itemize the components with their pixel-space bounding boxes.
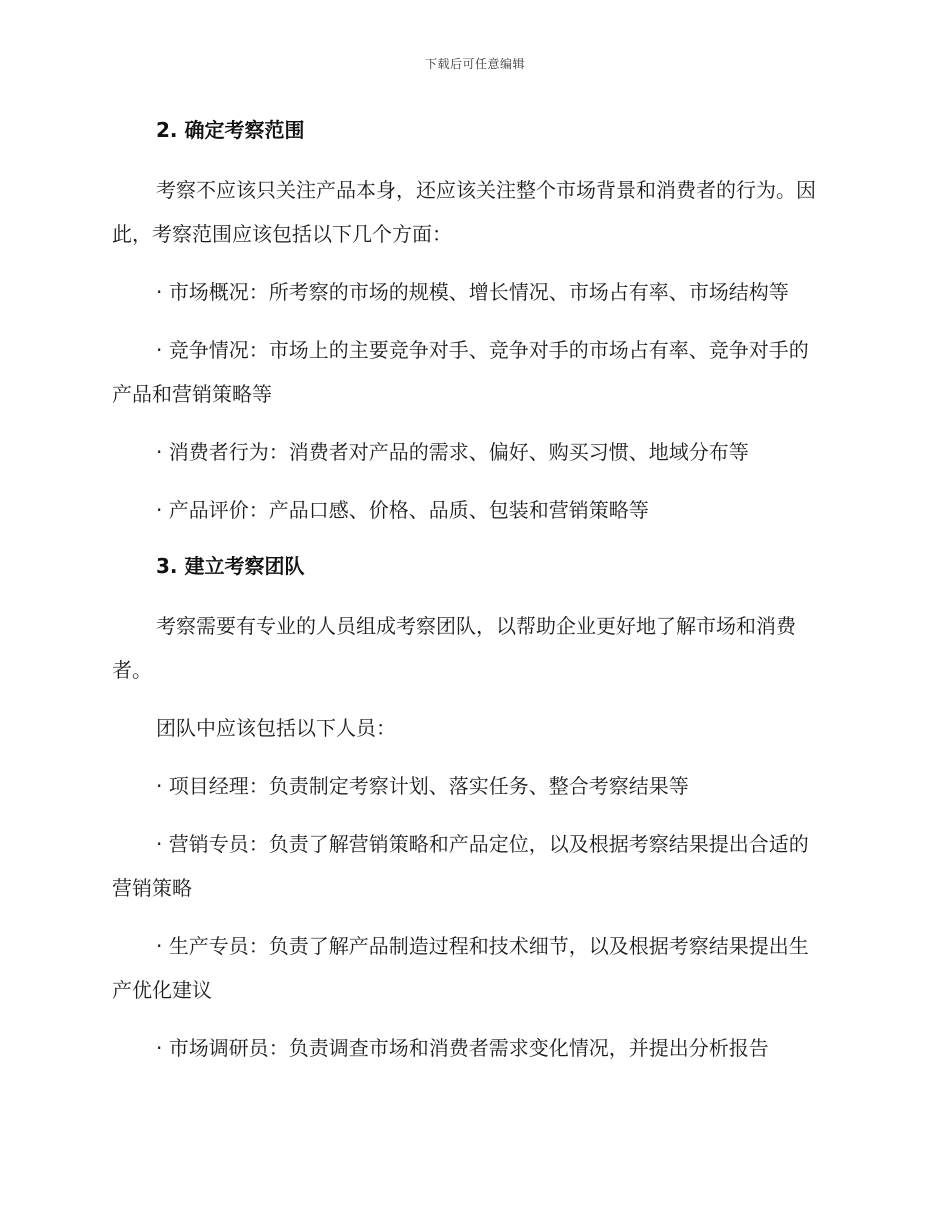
section-heading-team: 3. 建立考察团队 xyxy=(156,554,305,578)
list-item-market-overview: · 市场概况：所考察的市场的规模、增长情况、市场占有率、市场结构等 xyxy=(156,280,789,304)
list-item-production-specialist: · 生产专员：负责了解产品制造过程和技术细节，以及根据考察结果提出生产优化建议 xyxy=(112,934,809,1002)
section-heading-scope: 2. 确定考察范围 xyxy=(156,118,305,142)
list-item-consumer-behavior: · 消费者行为：消费者对产品的需求、偏好、购买习惯、地域分布等 xyxy=(156,440,749,464)
list-item-marketing-specialist: · 营销专员：负责了解营销策略和产品定位，以及根据考察结果提出合适的营销策略 xyxy=(112,832,809,900)
list-item-competition: · 竞争情况：市场上的主要竞争对手、竞争对手的市场占有率、竞争对手的产品和营销策略等 xyxy=(112,338,809,406)
list-item-project-manager: · 项目经理：负责制定考察计划、落实任务、整合考察结果等 xyxy=(156,774,689,798)
header-note: 下载后可任意编辑 xyxy=(424,57,525,71)
list-item-product-evaluation: · 产品评价：产品口感、价格、品质、包装和营销策略等 xyxy=(156,498,649,522)
list-item-market-researcher: · 市场调研员：负责调查市场和消费者需求变化情况，并提出分析报告 xyxy=(156,1036,769,1060)
paragraph-team-members: 团队中应该包括以下人员： xyxy=(156,716,396,740)
paragraph-scope-intro: 考察不应该只关注产品本身，还应该关注整个市场背景和消费者的行为。因此，考察范围应该包括以下几个方面： xyxy=(112,178,816,246)
document-body xyxy=(112,110,828,1084)
paragraph-team-intro: 考察需要有专业的人员组成考察团队，以帮助企业更好地了解市场和消费者。 xyxy=(112,614,796,682)
